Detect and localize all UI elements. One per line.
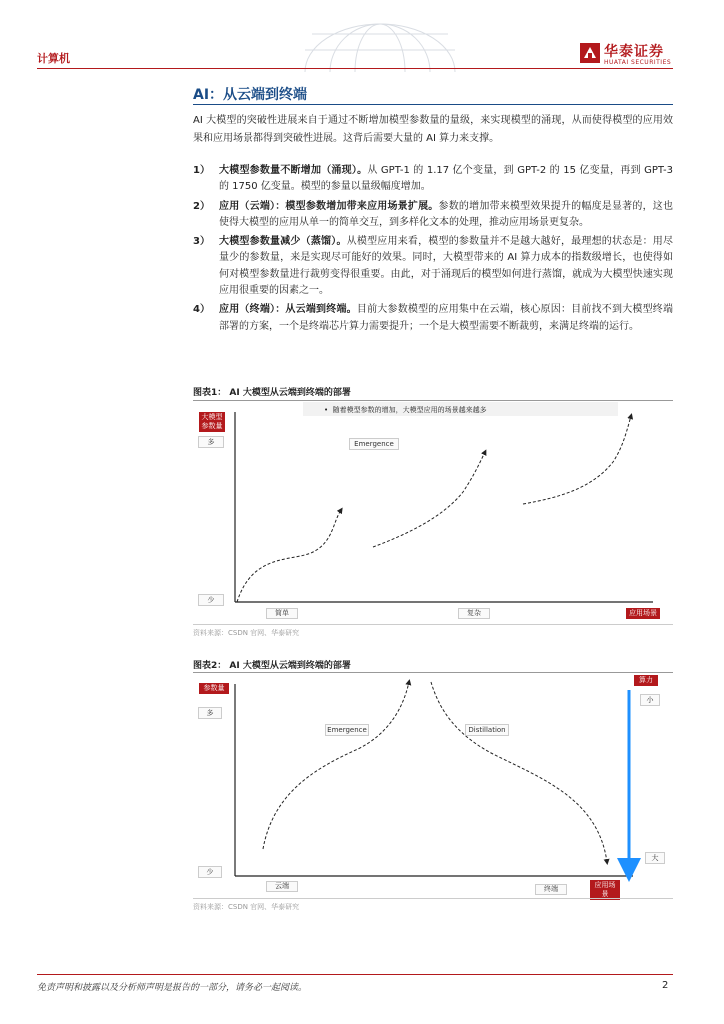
figure1-y-high: 多: [198, 436, 224, 448]
list-item: [193, 234, 673, 299]
figure2-distillation-label: Distillation: [465, 724, 509, 736]
list-item-text: 从 GPT-1 的 1.17 亿个变量，到 GPT-2 的 15 亿变量，再到 GPT-3 的 1750 亿变量。模型的参量以量级幅度增加。: [219, 165, 674, 193]
logo-chinese: 华泰证券: [604, 44, 664, 60]
logo-english: HUATAI SECURITIES: [604, 59, 672, 66]
figure2-title-rule: [193, 672, 673, 673]
huatai-logo-icon: [579, 42, 601, 64]
globe-watermark-icon: [300, 20, 460, 72]
list-item-text: 参数的增加带来模型效果提升的幅度是显著的，这也使得大模型的应用从单一的简单交互，到多样化文本的处理，推动应用场景更复杂。: [219, 200, 673, 228]
list-item-number: 2）: [193, 200, 210, 212]
list-item-number: 1）: [193, 165, 210, 176]
figure1-x-simple: 简单: [266, 608, 298, 619]
figure1-y-axis-tag: 大模型参数量: [199, 412, 225, 432]
list-item-heading: 应用（云端）：模型参数增加带来应用场景扩展。: [219, 200, 439, 212]
figure2-y-high: 多: [198, 707, 222, 719]
list-item-text: 目前大参数模型的应用集中在云端，核心原因：目前找不到大模型终端部署的方案，一个是终端芯片算力需要提升；一个是大模型需要不断裁剪，来满足终端的运行。: [219, 304, 674, 332]
list-item-text: 从模型应用来看，模型的参数量并不是越大越好，最理想的状态是：用尽量少的参数量，来是实现尽可能好的效果。同时，大模型带来的 AI 算力成本的指数级增长，也使得如何对模型参数量进行裁剪变得很重要。由此，对于涌现后的模型如何进行蒸馏，就成为大模型快速实现应用很重要的因素之一。: [219, 236, 674, 297]
figure2-compute-small: 小: [640, 694, 660, 706]
figure2-y-low: 少: [198, 866, 222, 878]
list-item-heading: 应用（终端）：从云端到终端。: [219, 304, 357, 316]
figure1-x-axis-tag: 应用场景: [626, 608, 660, 619]
figure2-y-axis-tag: 参数量: [199, 683, 229, 694]
page-number: 2: [662, 980, 669, 991]
figure2-compute-large: 大: [645, 852, 665, 864]
figure2-emergence-label: Emergence: [325, 724, 369, 736]
figure2-distillation-curve: [431, 682, 607, 862]
figure1-curve-1: [237, 510, 341, 602]
figure2-bottom-rule: [193, 898, 673, 899]
figure1-curve-2: [373, 452, 485, 547]
figure2-x-terminal: 终端: [535, 884, 567, 895]
bullet-icon: •: [324, 406, 333, 414]
section-rule: [193, 104, 673, 105]
figure1-bullet-text: 随着模型参数的增加，大模型应用的场景越来越多: [332, 406, 487, 414]
figure1-bottom-rule: [193, 624, 673, 625]
figure2-source: 资料来源：CSDN 官网、华泰研究: [193, 903, 300, 911]
list-item: [193, 163, 673, 196]
list-item: [193, 199, 673, 232]
figure1-x-complex: 复杂: [458, 608, 490, 619]
figure1-y-low: 少: [198, 594, 224, 606]
report-category: 计算机: [37, 52, 70, 65]
footer-rule: [37, 974, 673, 975]
figure2-x-axis-tag: 应用场景: [590, 880, 620, 900]
list-item: [193, 302, 673, 335]
intro-paragraph: AI 大模型的突破性进展来自于通过不断增加模型参数量的量级，来实现模型的涌现，从而使得模型的应用效果和应用场景都得到突破性进展。这背后需要大量的 AI 算力来支撑。: [193, 115, 673, 144]
figure2-x-cloud: 云端: [266, 881, 298, 892]
figure1-diagram: [193, 402, 673, 624]
figure1-title-rule: [193, 400, 673, 401]
figure2-emergence-curve: [263, 682, 409, 849]
figure1-title: 图表1： AI 大模型从云端到终端的部署: [193, 388, 351, 398]
figure2-title: 图表2： AI 大模型从云端到终端的部署: [193, 661, 351, 671]
figure2-diagram: [193, 674, 673, 896]
header-rule: [37, 68, 673, 69]
figure1-curve-3: [523, 416, 631, 504]
list-item-heading: 大模型参数量不断增加（涌现）。: [219, 165, 368, 176]
list-item-number: 3）: [193, 236, 210, 248]
figure1-emergence-label: Emergence: [349, 438, 399, 450]
key-points-list: [193, 163, 673, 338]
figure1-bullet: [324, 405, 487, 415]
list-item-number: 4）: [193, 304, 210, 316]
figure1-source: 资料来源：CSDN 官网、华泰研究: [193, 629, 300, 637]
list-item-heading: 大模型参数量减少（蒸馏）。: [219, 236, 347, 248]
section-title: AI：从云端到终端: [193, 87, 308, 103]
footer-disclaimer: 免责声明和披露以及分析师声明是报告的一部分，请务必一起阅读。: [37, 983, 308, 993]
figure2-compute-tag: 算力: [634, 675, 658, 686]
